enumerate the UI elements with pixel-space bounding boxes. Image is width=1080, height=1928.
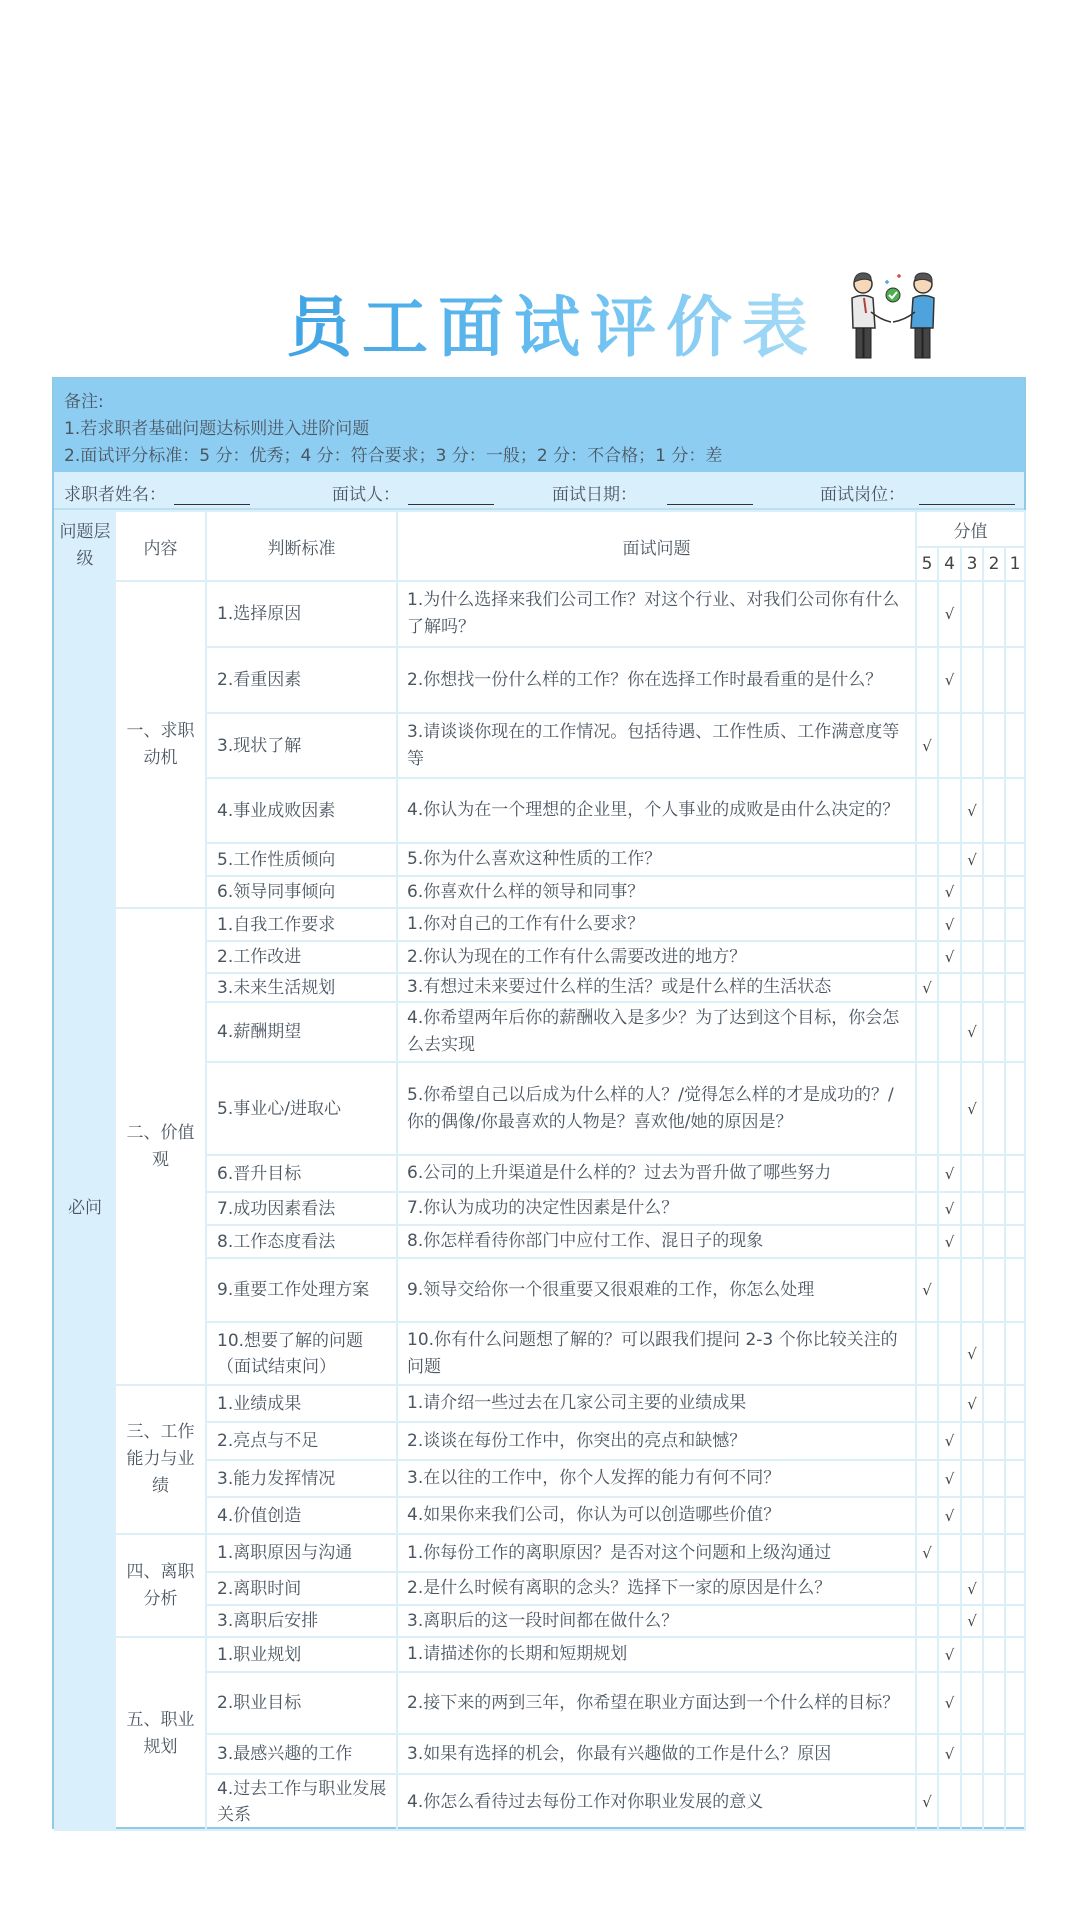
score-cell-1[interactable] [1005,876,1025,908]
score-cell-3[interactable] [961,581,983,647]
score-cell-4[interactable] [938,1637,961,1672]
header-question: 面试问题 [397,511,916,581]
question-cell: 1.请描述你的长期和短期规划 [397,1637,916,1672]
interview-date-blank[interactable] [667,486,753,505]
score-cell-4[interactable] [938,581,961,647]
score-cell-4[interactable] [938,1422,961,1460]
score-cell-4[interactable] [938,843,961,876]
score-cell-2[interactable] [983,1734,1005,1774]
criteria-cell: 9.重要工作处理方案 [206,1258,397,1322]
section-name-cell: 三、工作能力与业绩 [115,1385,206,1534]
handshake-illustration-icon [843,268,943,364]
score-cell-3[interactable] [961,778,983,843]
score-cell-1[interactable] [1005,1225,1025,1258]
header-score-1: 1 [1005,547,1025,581]
score-cell-5[interactable] [916,876,938,908]
section-name-cell: 四、离职分析 [115,1534,206,1637]
score-cell-4[interactable] [938,1062,961,1155]
notes-line-1: 1.若求职者基础问题达标则进入进阶问题 [64,419,370,439]
score-cell-5[interactable] [916,1258,938,1322]
score-cell-1[interactable] [1005,1258,1025,1322]
score-cell-3[interactable] [961,1258,983,1322]
score-cell-2[interactable] [983,973,1005,1002]
score-cell-5[interactable] [916,1155,938,1192]
score-cell-3[interactable] [961,876,983,908]
question-cell: 4.你希望两年后你的薪酬收入是多少？为了达到这个目标，你会怎么去实现 [397,1002,916,1062]
check-mark-icon: √ [944,605,955,623]
criteria-cell: 7.成功因素看法 [206,1192,397,1225]
score-cell-1[interactable] [1005,1572,1025,1605]
interviewer-label: 面试人： [332,485,400,505]
score-cell-2[interactable] [983,1192,1005,1225]
question-cell: 1.你每份工作的离职原因？是否对这个问题和上级沟通过 [397,1534,916,1572]
check-mark-icon: √ [922,978,932,997]
score-cell-2[interactable] [983,1497,1005,1534]
question-cell: 6.公司的上升渠道是什么样的？过去为晋升做了哪些努力 [397,1155,916,1192]
score-cell-3[interactable] [961,647,983,713]
check-mark-icon: √ [967,1344,977,1363]
question-cell: 3.在以往的工作中，你个人发挥的能力有何不同？ [397,1460,916,1497]
score-cell-2[interactable] [983,1002,1005,1062]
score-cell-3[interactable] [961,973,983,1002]
score-cell-5[interactable] [916,1605,938,1637]
check-mark-icon: √ [944,1645,955,1664]
score-cell-2[interactable] [983,876,1005,908]
score-cell-4[interactable] [938,941,961,973]
question-cell: 2.是什么时候有离职的念头？选择下一家的原因是什么？ [397,1572,916,1605]
score-cell-3[interactable] [961,908,983,941]
score-cell-4[interactable] [938,1192,961,1225]
check-mark-icon: √ [944,1745,955,1763]
criteria-cell: 1.选择原因 [206,581,397,647]
table-body [55,581,1025,1830]
score-cell-1[interactable] [1005,1637,1025,1672]
interview-position-field[interactable] [820,480,1015,505]
criteria-cell: 3.现状了解 [206,713,397,778]
score-cell-5[interactable] [916,1734,938,1774]
score-cell-5[interactable] [916,1637,938,1672]
score-cell-5[interactable] [916,1192,938,1225]
score-cell-2[interactable] [983,1534,1005,1572]
check-mark-icon: √ [967,1579,977,1598]
score-cell-2[interactable] [983,1637,1005,1672]
criteria-cell: 2.亮点与不足 [206,1422,397,1460]
score-cell-5[interactable] [916,908,938,941]
check-mark-icon: √ [944,883,955,901]
score-cell-5[interactable] [916,1225,938,1258]
score-cell-5[interactable] [916,1534,938,1572]
criteria-cell: 1.职业规划 [206,1637,397,1672]
criteria-cell: 6.晋升目标 [206,1155,397,1192]
score-cell-4[interactable] [938,1155,961,1192]
score-cell-2[interactable] [983,1422,1005,1460]
score-cell-2[interactable] [983,1322,1005,1385]
score-cell-4[interactable] [938,1497,961,1534]
score-cell-2[interactable] [983,1385,1005,1422]
score-cell-1[interactable] [1005,1734,1025,1774]
score-cell-5[interactable] [916,973,938,1002]
evaluation-sheet [52,377,1026,1829]
check-mark-icon: √ [944,1694,955,1712]
criteria-cell: 2.职业目标 [206,1672,397,1734]
section-name-cell: 五、职业规划 [115,1637,206,1830]
score-cell-3[interactable] [961,941,983,973]
criteria-cell: 3.离职后安排 [206,1605,397,1637]
score-cell-3[interactable] [961,1062,983,1155]
candidate-name-label: 求职者姓名： [64,485,166,505]
score-cell-2[interactable] [983,1572,1005,1605]
score-cell-4[interactable] [938,876,961,908]
score-cell-1[interactable] [1005,973,1025,1002]
score-cell-1[interactable] [1005,1605,1025,1637]
score-cell-1[interactable] [1005,1155,1025,1192]
score-cell-5[interactable] [916,581,938,647]
score-cell-5[interactable] [916,713,938,778]
header-score-4: 4 [938,547,961,581]
question-cell: 3.有想过未来要过什么样的生活？或是什么样的生活状态 [397,973,916,1002]
score-cell-1[interactable] [1005,1322,1025,1385]
header-criteria: 判断标准 [206,511,397,581]
score-cell-1[interactable] [1005,908,1025,941]
score-cell-1[interactable] [1005,713,1025,778]
score-cell-1[interactable] [1005,1192,1025,1225]
criteria-cell: 4.事业成败因素 [206,778,397,843]
table-row [55,1385,1025,1422]
score-cell-4[interactable] [938,1605,961,1637]
check-mark-icon: √ [944,1199,955,1218]
level-cell: 必问 [55,581,115,1830]
section-name-cell: 二、价值观 [115,908,206,1385]
question-cell: 4.你怎么看待过去每份工作对你职业发展的意义 [397,1774,916,1830]
score-cell-3[interactable] [961,1672,983,1734]
score-cell-2[interactable] [983,1605,1005,1637]
score-cell-3[interactable] [961,1774,983,1830]
score-cell-3[interactable] [961,713,983,778]
score-cell-2[interactable] [983,647,1005,713]
question-cell: 1.你对自己的工作有什么要求？ [397,908,916,941]
score-cell-2[interactable] [983,778,1005,843]
score-cell-4[interactable] [938,778,961,843]
check-mark-icon: √ [922,1281,932,1299]
title-area [0,268,1080,368]
criteria-cell: 2.工作改进 [206,941,397,973]
check-mark-icon: √ [922,1544,932,1562]
interview-date-field[interactable] [552,480,753,505]
question-cell: 6.你喜欢什么样的领导和同事？ [397,876,916,908]
criteria-cell: 4.薪酬期望 [206,1002,397,1062]
check-mark-icon: √ [967,1612,977,1630]
score-cell-2[interactable] [983,1225,1005,1258]
header-score-3: 3 [961,547,983,581]
check-mark-icon: √ [967,1394,977,1413]
score-cell-4[interactable] [938,973,961,1002]
criteria-cell: 8.工作态度看法 [206,1225,397,1258]
score-cell-1[interactable] [1005,1422,1025,1460]
question-cell: 3.如果有选择的机会，你最有兴趣做的工作是什么？原因 [397,1734,916,1774]
check-mark-icon: √ [922,1793,932,1811]
header-score-2: 2 [983,547,1005,581]
score-cell-1[interactable] [1005,1460,1025,1497]
criteria-cell: 2.看重因素 [206,647,397,713]
question-cell: 8.你怎样看待你部门中应付工作、混日子的现象 [397,1225,916,1258]
score-cell-3[interactable] [961,1497,983,1534]
criteria-cell: 5.事业心/进取心 [206,1062,397,1155]
score-cell-1[interactable] [1005,647,1025,713]
question-cell: 1.为什么选择来我们公司工作？对这个行业、对我们公司你有什么了解吗？ [397,581,916,647]
score-cell-5[interactable] [916,1460,938,1497]
score-cell-4[interactable] [938,1734,961,1774]
criteria-cell: 3.最感兴趣的工作 [206,1734,397,1774]
score-cell-5[interactable] [916,1002,938,1062]
score-cell-4[interactable] [938,713,961,778]
score-cell-5[interactable] [916,647,938,713]
check-mark-icon: √ [944,1164,955,1183]
check-mark-icon: √ [944,1469,955,1488]
score-cell-5[interactable] [916,1774,938,1830]
score-cell-5[interactable] [916,843,938,876]
question-cell: 2.你认为现在的工作有什么需要改进的地方？ [397,941,916,973]
question-cell: 2.你想找一份什么样的工作？你在选择工作时最看重的是什么？ [397,647,916,713]
score-cell-1[interactable] [1005,581,1025,647]
score-cell-2[interactable] [983,843,1005,876]
question-cell: 5.你为什么喜欢这种性质的工作？ [397,843,916,876]
question-cell: 2.接下来的两到三年，你希望在职业方面达到一个什么样的目标？ [397,1672,916,1734]
candidate-name-field[interactable] [64,480,250,505]
score-cell-4[interactable] [938,1258,961,1322]
score-cell-4[interactable] [938,1572,961,1605]
score-cell-3[interactable] [961,1002,983,1062]
score-cell-1[interactable] [1005,1062,1025,1155]
score-cell-4[interactable] [938,1322,961,1385]
score-cell-4[interactable] [938,1534,961,1572]
score-cell-3[interactable] [961,1225,983,1258]
score-cell-4[interactable] [938,908,961,941]
check-mark-icon: √ [967,1099,977,1118]
score-cell-5[interactable] [916,778,938,843]
criteria-cell: 1.自我工作要求 [206,908,397,941]
score-cell-1[interactable] [1005,778,1025,843]
criteria-cell: 1.业绩成果 [206,1385,397,1422]
score-cell-1[interactable] [1005,843,1025,876]
score-cell-5[interactable] [916,1385,938,1422]
check-mark-icon: √ [944,1506,955,1525]
interview-date-label: 面试日期： [552,485,637,505]
score-cell-4[interactable] [938,1385,961,1422]
score-cell-1[interactable] [1005,1385,1025,1422]
notes-label: 备注: [64,392,104,412]
question-cell: 1.请介绍一些过去在几家公司主要的业绩成果 [397,1385,916,1422]
score-cell-3[interactable] [961,843,983,876]
candidate-name-blank[interactable] [174,486,250,505]
question-cell: 4.你认为在一个理想的企业里，个人事业的成败是由什么决定的？ [397,778,916,843]
score-cell-1[interactable] [1005,941,1025,973]
header-level: 问题层级 [55,511,115,581]
interview-position-label: 面试岗位： [820,485,905,505]
score-cell-4[interactable] [938,1002,961,1062]
check-mark-icon: √ [922,736,932,755]
table-row [55,1534,1025,1572]
check-mark-icon: √ [944,671,955,689]
score-cell-5[interactable] [916,1422,938,1460]
check-mark-icon: √ [944,948,955,966]
check-mark-icon: √ [967,1023,977,1041]
score-cell-3[interactable] [961,1637,983,1672]
score-cell-2[interactable] [983,941,1005,973]
notes-section [54,379,1024,472]
score-cell-5[interactable] [916,1322,938,1385]
score-cell-5[interactable] [916,1672,938,1734]
check-mark-icon: √ [967,850,977,869]
criteria-cell: 5.工作性质倾向 [206,843,397,876]
criteria-cell: 4.价值创造 [206,1497,397,1534]
score-cell-2[interactable] [983,1258,1005,1322]
question-cell: 10.你有什么问题想了解的？可以跟我们提问 2-3 个你比较关注的问题 [397,1322,916,1385]
score-cell-3[interactable] [961,1422,983,1460]
score-cell-3[interactable] [961,1572,983,1605]
question-cell: 5.你希望自己以后成为什么样的人？/觉得怎么样的才是成功的？/你的偶像/你最喜欢的人物是？喜欢他/她的原因是？ [397,1062,916,1155]
score-cell-4[interactable] [938,1774,961,1830]
page-title: 员工面试评价表 [286,274,818,369]
check-mark-icon: √ [944,915,955,934]
score-cell-1[interactable] [1005,1774,1025,1830]
score-cell-2[interactable] [983,581,1005,647]
table-row [55,908,1025,941]
criteria-cell: 3.能力发挥情况 [206,1460,397,1497]
score-cell-2[interactable] [983,1155,1005,1192]
question-cell: 9.领导交给你一个很重要又很艰难的工作，你怎么处理 [397,1258,916,1322]
criteria-cell: 6.领导同事倾向 [206,876,397,908]
question-cell: 2.谈谈在每份工作中，你突出的亮点和缺憾？ [397,1422,916,1460]
score-cell-3[interactable] [961,1534,983,1572]
table-row [55,581,1025,647]
interviewer-field[interactable] [332,480,494,505]
score-cell-1[interactable] [1005,1534,1025,1572]
table-row [55,1637,1025,1672]
candidate-info-row [54,472,1024,510]
score-cell-2[interactable] [983,1672,1005,1734]
interviewer-blank[interactable] [408,486,494,505]
criteria-cell: 1.离职原因与沟通 [206,1534,397,1572]
score-cell-2[interactable] [983,908,1005,941]
question-cell: 7.你认为成功的决定性因素是什么？ [397,1192,916,1225]
score-cell-1[interactable] [1005,1002,1025,1062]
score-cell-4[interactable] [938,647,961,713]
score-cell-3[interactable] [961,1460,983,1497]
notes-line-2: 2.面试评分标准：5 分：优秀；4 分：符合要求；3 分：一般；2 分：不合格；1 分：差 [64,446,723,466]
score-cell-1[interactable] [1005,1672,1025,1734]
header-score: 分值 [916,511,1025,547]
score-cell-2[interactable] [983,1062,1005,1155]
check-mark-icon: √ [967,801,977,820]
score-cell-4[interactable] [938,1225,961,1258]
question-cell: 4.如果你来我们公司，你认为可以创造哪些价值？ [397,1497,916,1534]
header-score-5: 5 [916,547,938,581]
score-cell-3[interactable] [961,1734,983,1774]
criteria-cell: 2.离职时间 [206,1572,397,1605]
score-cell-2[interactable] [983,713,1005,778]
check-mark-icon: √ [944,1232,955,1251]
score-cell-2[interactable] [983,1774,1005,1830]
score-cell-3[interactable] [961,1192,983,1225]
section-name-cell: 一、求职动机 [115,581,206,908]
score-cell-5[interactable] [916,941,938,973]
score-cell-2[interactable] [983,1460,1005,1497]
criteria-cell: 10.想要了解的问题（面试结束问） [206,1322,397,1385]
score-cell-5[interactable] [916,1497,938,1534]
question-cell: 3.离职后的这一段时间都在做什么？ [397,1605,916,1637]
score-cell-3[interactable] [961,1605,983,1637]
question-cell: 3.请谈谈你现在的工作情况。包括待遇、工作性质、工作满意度等等 [397,713,916,778]
score-cell-4[interactable] [938,1460,961,1497]
score-cell-5[interactable] [916,1062,938,1155]
interview-position-blank[interactable] [919,486,1015,505]
criteria-cell: 3.未来生活规划 [206,973,397,1002]
score-cell-5[interactable] [916,1572,938,1605]
score-cell-1[interactable] [1005,1497,1025,1534]
header-content: 内容 [115,511,206,581]
check-mark-icon: √ [944,1432,955,1450]
score-cell-4[interactable] [938,1672,961,1734]
score-cell-3[interactable] [961,1155,983,1192]
score-cell-3[interactable] [961,1322,983,1385]
evaluation-table [54,510,1026,1831]
criteria-cell: 4.过去工作与职业发展关系 [206,1774,397,1830]
score-cell-3[interactable] [961,1385,983,1422]
